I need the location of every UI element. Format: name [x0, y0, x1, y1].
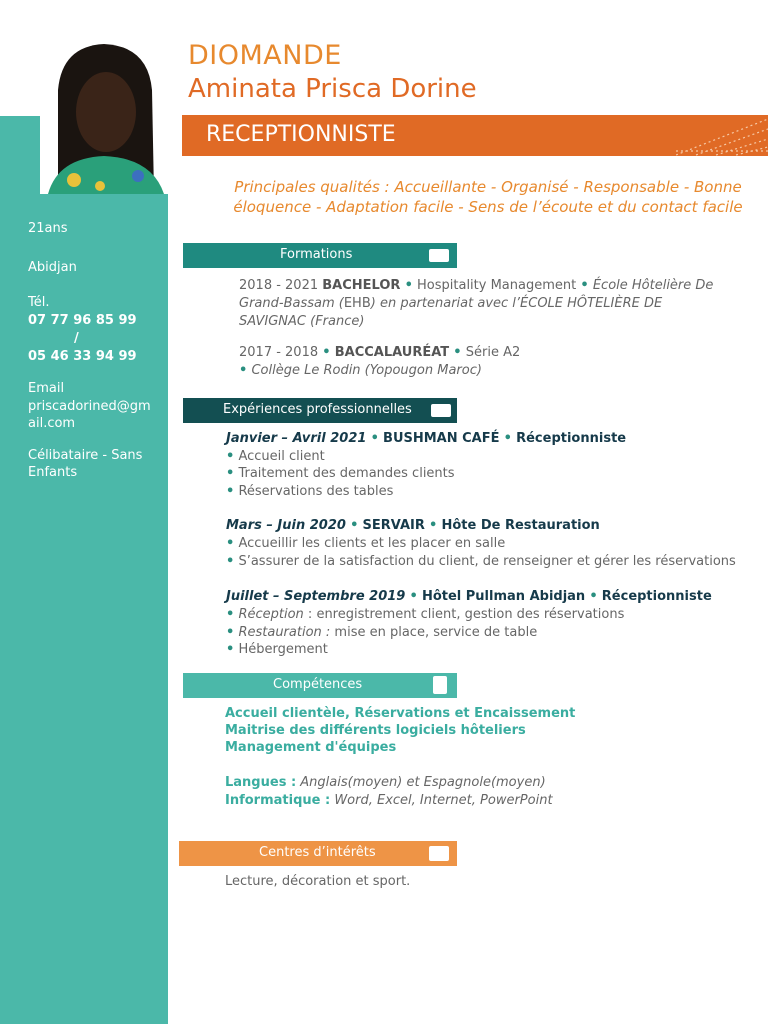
- section-title-competences: Compétences: [273, 677, 363, 692]
- profile-photo: [40, 40, 169, 194]
- email-line-1[interactable]: priscadorined@gm: [28, 399, 151, 414]
- section-header-competences: [183, 673, 457, 698]
- experience-3-task: • Hébergement: [226, 642, 328, 657]
- section-tab-icon: [429, 846, 449, 861]
- experience-3-task: • Restauration : mise en place, service de table: [226, 625, 538, 640]
- phone-label: Tél.: [28, 295, 50, 310]
- status-line-2: Enfants: [28, 465, 78, 480]
- email-line-2[interactable]: ail.com: [28, 416, 76, 431]
- phone-1[interactable]: 07 77 96 85 99: [28, 313, 137, 328]
- section-header-formations: [183, 243, 457, 268]
- last-name: DIOMANDE: [188, 40, 342, 71]
- phone-separator: /: [74, 331, 79, 346]
- experience-2-task: • S’assurer de la satisfaction du client, de renseigner et gérer les réservations: [226, 554, 736, 569]
- qualities-line-2: éloquence - Adaptation facile - Sens de l’écoute et du contact facile: [233, 198, 743, 216]
- interests-text: Lecture, décoration et sport.: [225, 874, 411, 889]
- first-name: Aminata Prisca Dorine: [188, 74, 477, 104]
- decorative-dots: [676, 115, 768, 156]
- experience-1-task: • Réservations des tables: [226, 484, 394, 499]
- main-qualities: [228, 177, 748, 217]
- city-text: Abidjan: [28, 260, 77, 275]
- qualities-line-1: Principales qualités : Accueillante - Organisé - Responsable - Bonne: [234, 178, 742, 196]
- computer-skills-line: Informatique : Word, Excel, Internet, PowerPoint: [225, 793, 553, 808]
- formation-1-line-1: 2018 - 2021 BACHELOR • Hospitality Management • École Hôtelière De: [239, 278, 714, 293]
- status-line-1: Célibataire - Sans: [28, 448, 143, 463]
- section-title-experiences: Expériences professionnelles: [223, 402, 412, 417]
- experience-1-task: • Traitement des demandes clients: [226, 466, 455, 481]
- section-header-experiences: [183, 398, 457, 423]
- age-text: 21ans: [28, 221, 68, 236]
- section-header-interets: [179, 841, 457, 866]
- competence-2: Maitrise des différents logiciels hôteliers: [225, 723, 526, 738]
- email-label: Email: [28, 381, 65, 396]
- languages-line: Langues : Anglais(moyen) et Espagnole(moyen): [225, 775, 546, 790]
- section-tab-icon: [433, 676, 447, 694]
- experience-3-task: • Réception : enregistrement client, gestion des réservations: [226, 607, 625, 622]
- section-title-interets: Centres d’intérêts: [259, 845, 376, 860]
- formation-1-line-3: SAVIGNAC (France): [239, 314, 365, 329]
- sidebar-divider: [168, 116, 176, 1024]
- experience-1-header: Janvier – Avril 2021 • BUSHMAN CAFÉ • Réceptionniste: [226, 431, 627, 446]
- sidebar: [0, 116, 176, 1024]
- experience-2-header: Mars – Juin 2020 • SERVAIR • Hôte De Restauration: [226, 518, 600, 533]
- experience-1-task: • Accueil client: [226, 449, 325, 464]
- formation-2-line-1: 2017 - 2018 • BACCALAURÉAT • Série A2: [239, 345, 521, 360]
- competence-1: Accueil clientèle, Réservations et Encaissement: [225, 706, 576, 721]
- formation-1-line-2: Grand-Bassam (EHB) en partenariat avec l’ÉCOLE HÔTELIÈRE DE: [239, 296, 663, 311]
- job-title-bar-gap: [176, 115, 182, 156]
- job-title: RECEPTIONNISTE: [206, 122, 396, 147]
- section-tab-icon: [431, 404, 451, 417]
- experience-3-header: Juillet – Septembre 2019 • Hôtel Pullman Abidjan • Réceptionniste: [226, 589, 712, 604]
- formation-2-line-2: • Collège Le Rodin (Yopougon Maroc): [239, 363, 482, 378]
- phone-2[interactable]: 05 46 33 94 99: [28, 349, 137, 364]
- experience-2-task: • Accueillir les clients et les placer en salle: [226, 536, 506, 551]
- section-tab-icon: [429, 249, 449, 262]
- competence-3: Management d'équipes: [225, 740, 397, 755]
- section-title-formations: Formations: [280, 247, 353, 262]
